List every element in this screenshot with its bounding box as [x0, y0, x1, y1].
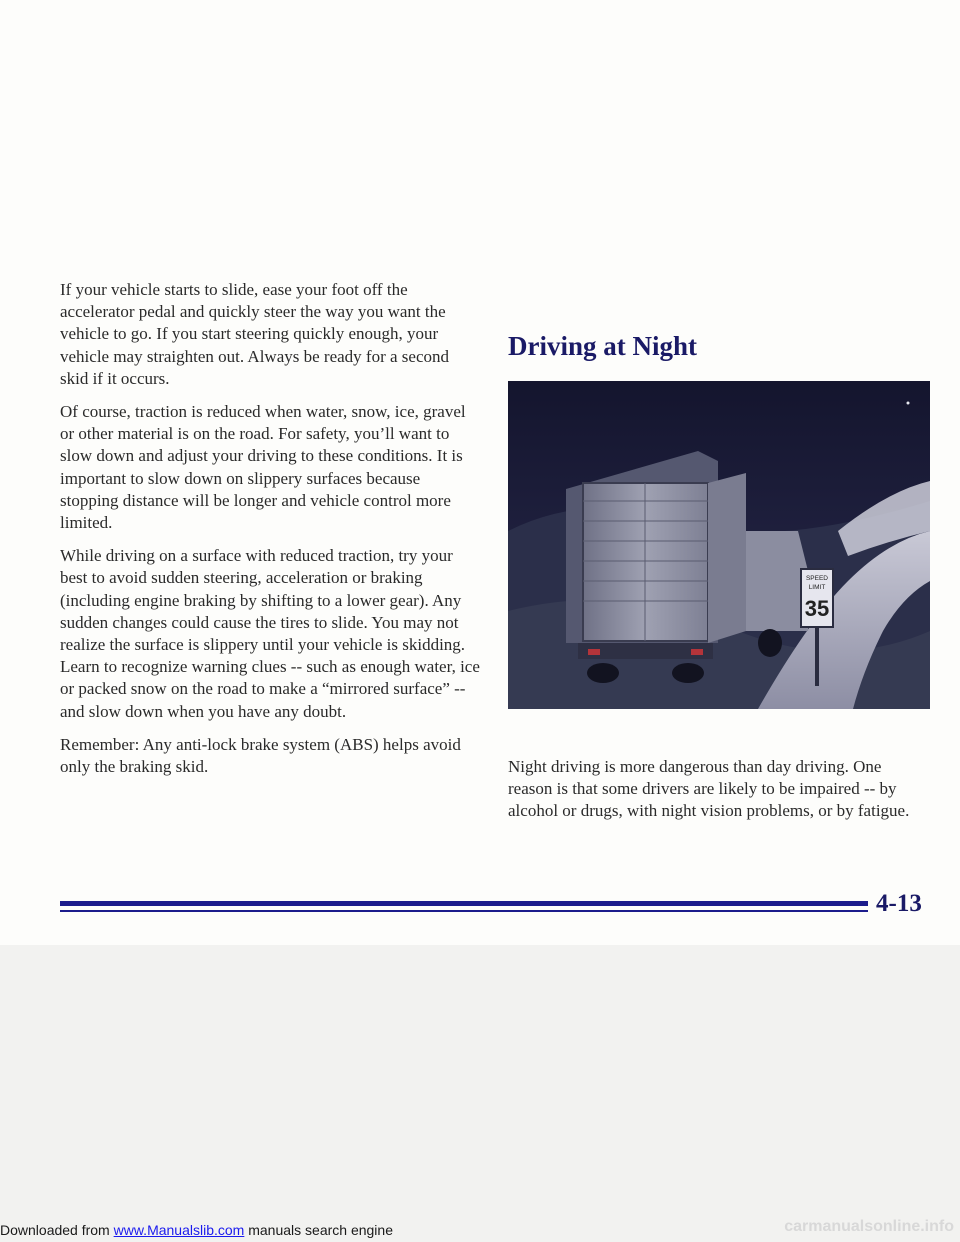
paragraph-traction-reduced: Of course, traction is reduced when water, snow, ice, gravel or other material is on the road. For safety, you’ll want to slow down and adjust your driving to these conditions. It is important to slow down on slippery surfaces because stopping distance will be longer and vehicle control more limited. — [60, 402, 466, 533]
footer-prefix: Downloaded from — [0, 1222, 114, 1238]
paragraph-abs-reminder: Remember: Any anti-lock brake system (ABS) helps avoid only the braking skid. — [60, 734, 461, 777]
night-driving-illustration — [508, 381, 930, 709]
footer-suffix: manuals search engine — [244, 1222, 393, 1238]
section-heading: Driving at Night — [508, 331, 697, 361]
paragraph-reduced-traction-driving: While driving on a surface with reduced traction, try your best to avoid sudden steering, acceleration or braking (including engine braking by shifting to a lower gear). Any sudden changes could cause the tires to slide. You may not realize the surface is slippery until your vehicle is skidding. Learn to recognize warning clues -- such as enough water, ice or packed snow on the road to make a “mirrored surface” -- and slow down when you have any doubt. — [60, 546, 480, 721]
watermark: carmanualsonline.info — [784, 1218, 954, 1235]
sign-speed-text: SPEED — [805, 575, 829, 582]
sign-number-text: 35 — [804, 596, 830, 621]
sign-limit-text: LIMIT — [808, 584, 826, 591]
truck-night-scene — [508, 381, 930, 709]
page-number: 4-13 — [876, 890, 922, 917]
footer-rule — [60, 900, 868, 914]
footer-rule-thin — [60, 910, 868, 912]
right-column — [508, 330, 938, 840]
footer-rule-thick — [60, 901, 868, 906]
left-column — [60, 279, 480, 789]
download-footer — [0, 1222, 393, 1238]
night-driving-caption: Night driving is more dangerous than day driving. One reason is that some drivers are likely to be impaired -- by alcohol or drugs, with night vision problems, or by fatigue. — [508, 757, 910, 821]
paragraph-skid-steer: If your vehicle starts to slide, ease your foot off the accelerator pedal and quickly steer the way you want the vehicle to go. If you start steering quickly enough, your vehicle may straighten out. Always be ready for a second skid if it occurs. — [60, 280, 449, 388]
manualslib-link[interactable]: www.Manualslib.com — [113, 1222, 245, 1238]
